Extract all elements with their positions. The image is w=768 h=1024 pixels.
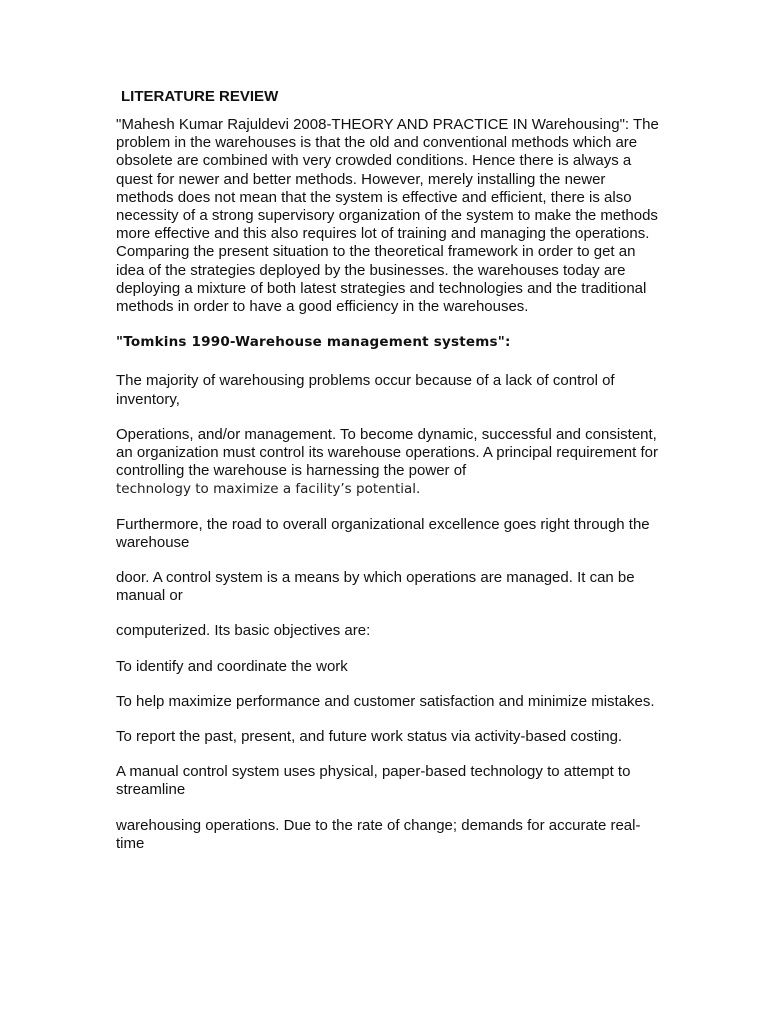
document-title: LITERATURE REVIEW [121, 88, 279, 105]
paragraph-manual-control: A manual control system uses physical, paper-based technology to attempt to streamline [116, 763, 631, 799]
paragraph-rajuldevi: "Mahesh Kumar Rajuldevi 2008-THEORY AND PRACTICE IN Warehousing": The problem in the warehouses is that the old and conventional methods which are obsolete are combined with very crowded conditions. Hence there is always a quest for newer and better methods. However, merely installing the newer methods does not mean that the system is effective and efficient, there is also necessity of a strong supervisory organization of the system to make the methods more effective and this also requires lot of training and managing the operations. Comparing the present situation to the theoretical framework in order to get an idea of the strategies deployed by the businesses. the warehouses today are deploying a mixture of both latest strategies and technologies and the traditional methods in order to have a good efficiency in the warehouses. [116, 116, 659, 316]
paragraph-maximize-performance: To help maximize performance and customer satisfaction and minimize mistakes. [116, 692, 655, 710]
paragraph-road-to-excellence: Furthermore, the road to overall organizational excellence goes right through the warehouse [116, 515, 650, 551]
paragraph-warehousing-operations: warehousing operations. Due to the rate of change; demands for accurate real-time [116, 816, 641, 852]
section-heading-tomkins: "Tomkins 1990-Warehouse management systems": [116, 334, 511, 351]
paragraph-operations [116, 426, 661, 499]
paragraph-operations-tail: technology to maximize a facility’s potential. [116, 481, 421, 498]
paragraph-report-status: To report the past, present, and future work status via activity-based costing. [116, 728, 623, 746]
paragraph-control-system: door. A control system is a means by which operations are managed. It can be manual or [116, 569, 635, 605]
paragraph-basic-objectives: computerized. Its basic objectives are: [116, 622, 371, 640]
paragraph-majority-problems: The majority of warehousing problems occur because of a lack of control of inventory, [116, 372, 615, 408]
paragraph-operations-main: Operations, and/or management. To become dynamic, successful and consistent, an organization must control its warehouse operations. A principal requirement for controlling the warehouse is harnessing the power of [116, 425, 658, 480]
document-body [116, 88, 661, 870]
paragraph-identify-work: To identify and coordinate the work [116, 657, 348, 675]
